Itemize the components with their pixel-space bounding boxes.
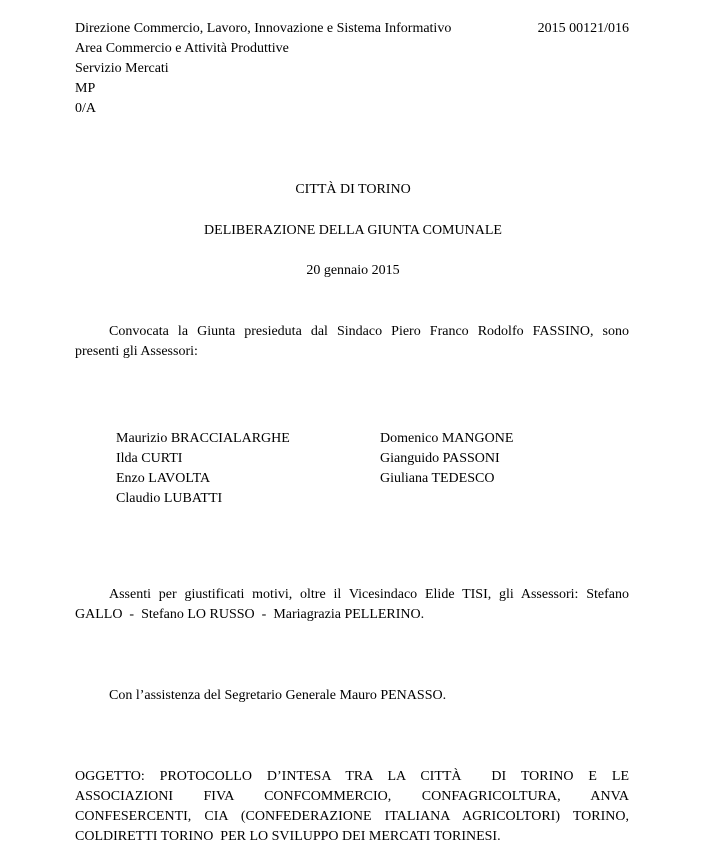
deliberation-date: 20 gennaio 2015: [306, 263, 400, 278]
assessor-left-3: Enzo LAVOLTA: [116, 471, 211, 486]
header-initials: MP: [75, 81, 96, 96]
header-department: Direzione Commercio, Lavoro, Innovazione e Sistema Informativo: [75, 21, 452, 36]
header-service: Servizio Mercati: [75, 61, 169, 76]
convocation-line-1: Convocata la Giunta presieduta dal Sindaco Piero Franco Rodolfo FASSINO, sono: [109, 324, 629, 339]
assessor-left-4: Claudio LUBATTI: [116, 491, 223, 506]
subject-line-3: CONFESERCENTI, CIA (CONFEDERAZIONE ITALIANA AGRICOLTORI) TORINO,: [75, 809, 629, 824]
assessor-left-2: Ilda CURTI: [116, 451, 183, 466]
absent-line-2: GALLO - Stefano LO RUSSO - Mariagrazia PELLERINO.: [75, 607, 425, 622]
subject-line-4: COLDIRETTI TORINO PER LO SVILUPPO DEI MERCATI TORINESI.: [75, 829, 501, 844]
header-code: 0/A: [75, 101, 96, 116]
absent-line-1: Assenti per giustificati motivi, oltre il Vicesindaco Elide TISI, gli Assessori: Stefano: [109, 587, 629, 602]
subject-line-2: ASSOCIAZIONI FIVA CONFCOMMERCIO, CONFAGRICOLTURA, ANVA: [75, 789, 629, 804]
subject-block: [75, 767, 629, 847]
convocation-paragraph: [75, 322, 629, 362]
absent-paragraph: [75, 585, 629, 625]
assessor-right-3: Giuliana TEDESCO: [380, 471, 495, 486]
deliberation-title: DELIBERAZIONE DELLA GIUNTA COMUNALE: [204, 223, 502, 238]
subject-line-1: OGGETTO: PROTOCOLLO D’INTESA TRA LA CITTÀ DI TORINO E LE: [75, 769, 629, 784]
assessor-left-1: Maurizio BRACCIALARGHE: [116, 431, 290, 446]
assessor-right-1: Domenico MANGONE: [380, 431, 514, 446]
city-title: CITTÀ DI TORINO: [295, 182, 411, 197]
convocation-line-2: presenti gli Assessori:: [75, 344, 198, 359]
protocol-number: 2015 00121/016: [537, 21, 629, 36]
assistance-line: Con l’assistenza del Segretario Generale Mauro PENASSO.: [109, 688, 447, 703]
assessor-right-2: Gianguido PASSONI: [380, 451, 500, 466]
header-area: Area Commercio e Attività Produttive: [75, 41, 289, 56]
